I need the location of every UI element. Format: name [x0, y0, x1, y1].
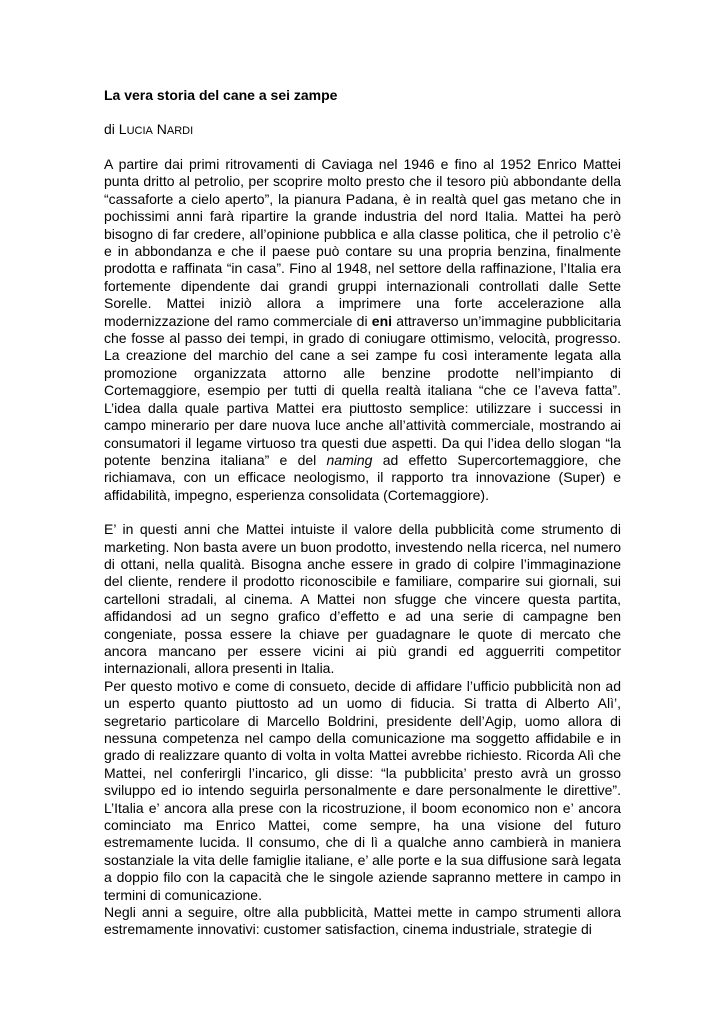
document-title: La vera storia del cane a sei zampe	[104, 87, 338, 103]
paragraph-text: ad effetto Supercortemaggiore, che richiamava, con un efficace neologismo, il rapporto tra innovazione (Super) e affidabilità, impegno, esperienza consolidata (Cortemaggiore).	[104, 451, 621, 503]
naming-italic-text: naming	[326, 451, 373, 468]
eni-bold-text: eni	[371, 312, 393, 329]
byline-prefix: di	[104, 121, 119, 137]
body-paragraph: Per questo motivo e come di consueto, decide di affidare l’ufficio pubblicità non ad un esperto quanto piuttosto ad un uomo di fiducia. Si tratta di Alberto Alì’, segretario particolare di Marcello Boldrini, presidente dell’Agip, uomo allora di nessuna competenza nel campo della comunicazione ma soggetto affidabile e in grado di realizzare quanto di volta in volta Mattei avrebbe richiesto. Ricorda Alì che Mattei, nel conferirgli l’incarico, gli disse: “la pubblicita’ presto avrà un grosso sviluppo ed io intendo seguirla personalmente e dare personalmente le direttive”. L’Italia e’ ancora alla prese con la ricostruzione, il boom economico non e’ ancora cominciato ma Enrico Mattei, come sempre, ha una visione del futuro estremamente lucida. Il consumo, che di lì a qualche anno cambierà in maniera sostanziale la vita delle famiglie italiane, e’ alle porte e la sua diffusione sarà legata a doppio filo con la capacità che le singole aziende sapranno mettere in campo in termini di comunicazione.	[104, 677, 621, 903]
body-paragraph: Negli anni a seguire, oltre alla pubblicità, Mattei mette in campo strumenti allora estremamente innovativi: customer satisfaction, cinema industriale, strategie di	[104, 904, 621, 938]
author-last-rest: ARDI	[166, 125, 194, 137]
author-byline	[104, 120, 621, 140]
paragraph-text: A partire dai primi ritrovamenti di Caviaga nel 1946 e fino al 1952 Enrico Mattei punta dritto al petrolio, per scoprire molto presto che il tesoro più abbondante della “cassaforte a cielo aperto”, la pianura Padana, è in realtà quel gas metano che in pochissimi anni farà ripartire la grande industria del nord Italia. Mattei ha però bisogno di far credere, all’opinione pubblica e alla classe politica, che il petrolio c’è e in abbondanza e che il paese può contare su una propria benzina, finalmente prodotta e raffinata “in casa”. Fino al 1948, nel settore della raffinazione, l’Italia era fortemente dipendente dai grandi gruppi internazionali controllati dalle Sette Sorelle. Mattei iniziò allora a imprimere una forte accelerazione alla modernizzazione del ramo commerciale di	[104, 156, 621, 329]
author-first-rest: UCIA	[126, 125, 153, 137]
document-page	[104, 86, 621, 939]
author-first-initial: L	[118, 121, 127, 137]
paragraph-text: attraverso un’immagine pubblicitaria che fosse al passo dei tempi, in grado di coniugare ottimismo, velocità, progresso. La creazione del marchio del cane a sei zampe fu così interamente legata alla promozione organizzata attorno alle benzine prodotte nell’impianto di Cortemaggiore, esempio per tutti di quella realtà italiana “che ce l’aveva fatta”. L’idea dalla quale partiva Mattei era piuttosto semplice: utilizzare i successi in campo minerario per dare nuova luce anche all’attività commerciale, mostrando ai consumatori il legame virtuoso tra questi due aspetti. Da qui l’idea dello slogan “la potente benzina italiana” e del	[104, 312, 622, 468]
body-paragraph	[104, 156, 621, 504]
body-paragraph: E’ in questi anni che Mattei intuiste il valore della pubblicità come strumento di marketing. Non basta avere un buon prodotto, investendo nella ricerca, nel numero di ottani, nella qualità. Bisogna anche essere in grado di colpire l’immaginazione del cliente, rendere il prodotto riconoscibile e familiare, comparire sui giornali, sui cartelloni stradali, al cinema. A Mattei non sfugge che vincere questa partita, affidandosi ad un segno grafico d’effetto e ad una serie di campagne ben congeniate, possa essere la chiave per guadagnare le quote di mercato che ancora mancano per essere vicini ai più grandi ed agguerriti competitor internazionali, allora presenti in Italia.	[104, 521, 621, 677]
author-last-initial: N	[156, 121, 167, 137]
